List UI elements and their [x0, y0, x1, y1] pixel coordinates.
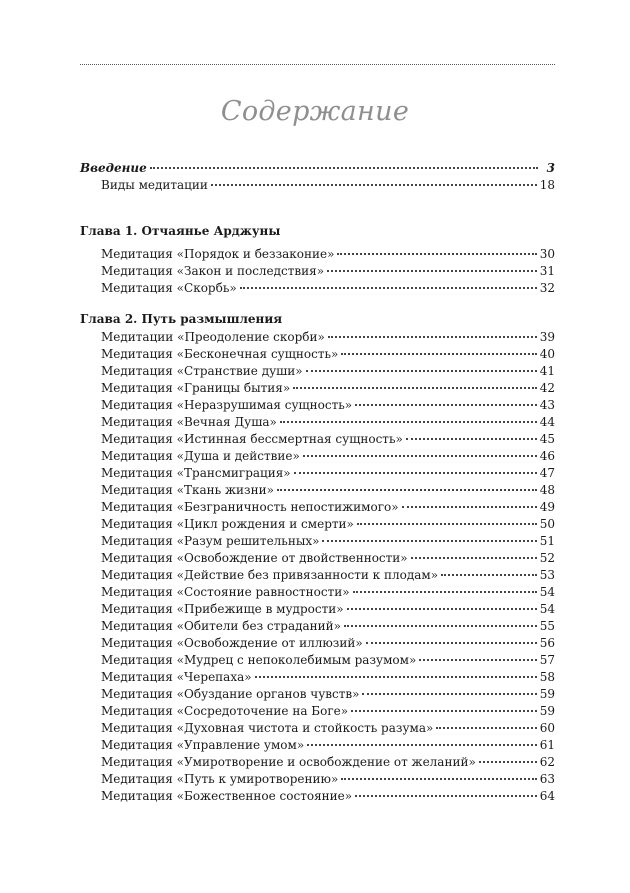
dot-leader — [402, 505, 537, 508]
dot-leader — [436, 726, 536, 729]
toc-entry[interactable] — [80, 363, 555, 380]
page-number: 39 — [539, 330, 555, 344]
page-number: 57 — [539, 653, 555, 667]
toc-entry[interactable] — [80, 448, 555, 465]
dot-leader — [307, 743, 537, 746]
page-number: 61 — [539, 738, 555, 752]
page-number: 63 — [539, 772, 555, 786]
page-number: 42 — [539, 381, 555, 395]
dot-leader — [357, 522, 537, 525]
toc-entry[interactable] — [80, 550, 555, 567]
toc-entry-label: Медитация «Вечная Душа» — [101, 415, 277, 429]
dot-leader — [280, 420, 537, 423]
dot-leader — [341, 777, 536, 780]
dot-leader — [150, 166, 538, 169]
page-number: 3 — [546, 161, 555, 175]
toc-entry[interactable] — [80, 431, 555, 448]
toc-entry-label: Медитация «Прибежище в мудрости» — [101, 602, 344, 616]
toc-entry[interactable] — [80, 516, 555, 533]
dot-leader — [344, 624, 537, 627]
top-dotted-rule — [80, 64, 555, 65]
toc-entry-label: Медитация «Неразрушимая сущность» — [101, 398, 353, 412]
toc-entry-label: Медитация «Черепаха» — [101, 670, 252, 684]
page-number: 60 — [539, 721, 555, 735]
page-number: 59 — [539, 704, 555, 718]
dot-leader — [441, 573, 537, 576]
toc-entry-label: Медитация «Душа и действие» — [101, 449, 300, 463]
dot-leader — [406, 437, 537, 440]
toc-entry-label: Медитация «Бесконечная сущность» — [101, 347, 339, 361]
toc-entry[interactable] — [80, 465, 555, 482]
toc-entry-label: Медитация «Границы бытия» — [101, 381, 291, 395]
toc-entry-intro[interactable] — [80, 160, 555, 177]
toc-entry-label: Медитация «Умиротворение и освобождение от желаний» — [101, 755, 476, 769]
toc-entry-label: Медитация «Действие без привязанности к плодам» — [101, 568, 439, 582]
toc-entry[interactable] — [80, 567, 555, 584]
toc-entry[interactable] — [80, 397, 555, 414]
page-number: 30 — [539, 247, 555, 261]
toc-entry-label: Медитация «Цикл рождения и смерти» — [101, 517, 354, 531]
toc-entry[interactable] — [80, 263, 555, 280]
dot-leader — [347, 607, 537, 610]
toc-entry[interactable] — [80, 346, 555, 363]
dot-leader — [479, 760, 537, 763]
toc-entry[interactable] — [80, 533, 555, 550]
dot-leader — [337, 252, 536, 255]
page-number: 56 — [539, 636, 555, 650]
page-title: Содержание — [220, 96, 410, 127]
toc-entry-label: Медитация «Обуздание органов чувств» — [101, 687, 360, 701]
toc-entry[interactable] — [80, 686, 555, 703]
page-number: 47 — [539, 466, 555, 480]
toc-entry[interactable] — [80, 482, 555, 499]
page-number: 64 — [539, 789, 555, 803]
dot-leader — [303, 454, 537, 457]
toc-entry[interactable] — [80, 380, 555, 397]
page-number: 58 — [539, 670, 555, 684]
toc-entry-label: Медитация «Сосредоточение на Боге» — [101, 704, 349, 718]
toc-entry-label: Медитация «Освобождение от двойственности» — [101, 551, 408, 565]
dot-leader — [306, 369, 537, 372]
page-number: 46 — [539, 449, 555, 463]
toc-entry-label: Медитация «Путь к умиротворению» — [101, 772, 339, 786]
toc-entry[interactable] — [80, 754, 555, 771]
toc-entry-label: Медитация «Странствие души» — [101, 364, 303, 378]
page-number: 43 — [539, 398, 555, 412]
page-number: 52 — [539, 551, 555, 565]
toc-entry[interactable] — [80, 246, 555, 263]
chapter-heading[interactable]: Глава 2. Путь размышления — [80, 312, 283, 326]
toc-entry-label: Медитация «Мудрец с непоколебимым разумом» — [101, 653, 417, 667]
dot-leader — [327, 269, 537, 272]
page-number: 59 — [539, 687, 555, 701]
page-number: 32 — [539, 281, 555, 295]
dot-leader — [362, 692, 536, 695]
table-of-contents — [80, 160, 555, 805]
toc-entry[interactable] — [80, 584, 555, 601]
toc-entry[interactable] — [80, 329, 555, 346]
dot-leader — [294, 471, 537, 474]
page-number: 51 — [539, 534, 555, 548]
toc-entry[interactable] — [80, 635, 555, 652]
toc-entry[interactable] — [80, 618, 555, 635]
dot-leader — [419, 658, 536, 661]
dot-leader — [411, 556, 537, 559]
dot-leader — [341, 352, 536, 355]
toc-entry-label: Медитация «Закон и последствия» — [101, 264, 325, 278]
toc-entry-label: Виды медитации — [101, 178, 208, 192]
toc-entry-label: Медитация «Освобождение от иллюзий» — [101, 636, 363, 650]
dot-leader — [240, 286, 537, 289]
page-number: 31 — [539, 264, 555, 278]
spacer — [80, 297, 555, 311]
page-number: 18 — [539, 178, 555, 192]
dot-leader — [355, 794, 537, 797]
page-number: 44 — [539, 415, 555, 429]
toc-entry[interactable] — [80, 280, 555, 297]
toc-entry-label: Медитация «Ткань жизни» — [101, 483, 274, 497]
toc-entry-label: Введение — [80, 161, 147, 175]
dot-leader — [366, 641, 537, 644]
toc-entry[interactable] — [80, 720, 555, 737]
page-number: 55 — [539, 619, 555, 633]
toc-entry[interactable] — [80, 499, 555, 516]
dot-leader — [355, 403, 537, 406]
page-number: 45 — [539, 432, 555, 446]
toc-entry-label: Медитация «Порядок и беззаконие» — [101, 247, 335, 261]
toc-entry[interactable] — [80, 177, 555, 194]
toc-entry-label: Медитация «Божественное состояние» — [101, 789, 353, 803]
toc-entry[interactable] — [80, 771, 555, 788]
chapter-heading[interactable]: Глава 1. Отчаянье Арджуны — [80, 224, 281, 238]
toc-entry-label: Медитация «Управление умом» — [101, 738, 305, 752]
page-number: 62 — [539, 755, 555, 769]
spacer — [80, 194, 555, 223]
dot-leader — [351, 709, 537, 712]
toc-entry-label: Медитация «Состояние равностности» — [101, 585, 350, 599]
page-number: 40 — [539, 347, 555, 361]
dot-leader — [322, 539, 536, 542]
dot-leader — [293, 386, 537, 389]
toc-entry-label: Медитация «Истинная бессмертная сущность» — [101, 432, 403, 446]
toc-entry[interactable] — [80, 737, 555, 754]
toc-entry-label: Медитации «Преодоление скорби» — [101, 330, 325, 344]
page-number: 54 — [539, 585, 555, 599]
dot-leader — [353, 590, 537, 593]
toc-entry[interactable] — [80, 788, 555, 805]
dot-leader — [328, 335, 537, 338]
toc-entry[interactable] — [80, 414, 555, 431]
toc-entry-label: Медитация «Разум решительных» — [101, 534, 320, 548]
toc-entry[interactable] — [80, 703, 555, 720]
page-number: 49 — [539, 500, 555, 514]
page-number: 53 — [539, 568, 555, 582]
dot-leader — [277, 488, 537, 491]
dot-leader — [211, 183, 537, 186]
toc-entry-label: Медитация «Обители без страданий» — [101, 619, 342, 633]
toc-entry[interactable] — [80, 652, 555, 669]
toc-entry[interactable] — [80, 669, 555, 686]
page-number: 41 — [539, 364, 555, 378]
toc-entry[interactable] — [80, 601, 555, 618]
toc-entry-label: Медитация «Трансмиграция» — [101, 466, 291, 480]
page-number: 50 — [539, 517, 555, 531]
page-number: 48 — [539, 483, 555, 497]
toc-entry-label: Медитация «Безграничность непостижимого» — [101, 500, 399, 514]
page-number: 54 — [539, 602, 555, 616]
dot-leader — [255, 675, 537, 678]
toc-entry-label: Медитация «Скорбь» — [101, 281, 237, 295]
toc-entry-label: Медитация «Духовная чистота и стойкость разума» — [101, 721, 434, 735]
